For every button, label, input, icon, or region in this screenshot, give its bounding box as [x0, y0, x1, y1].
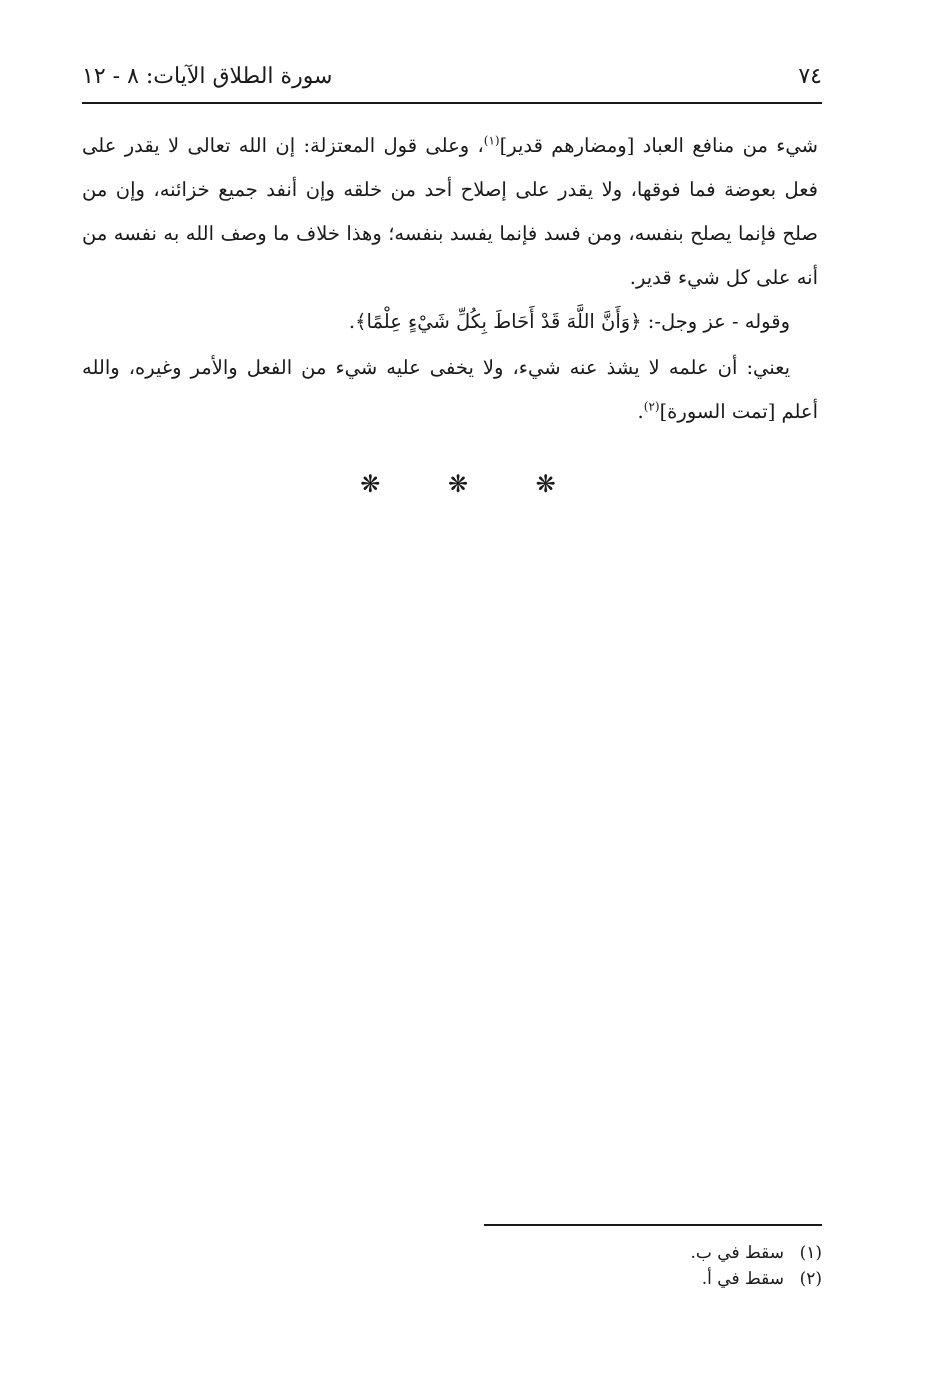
paragraph [82, 346, 818, 434]
footnote-rule [484, 1224, 822, 1226]
paragraph [82, 300, 818, 344]
footnote-ref: (١) [483, 133, 500, 148]
footnotes [484, 1240, 822, 1292]
quran-verse: ﴿وَأَنَّ اللَّهَ قَدْ أَحَاطَ بِكُلِّ شَيْءٍ عِلْمًا﴾ [355, 310, 642, 333]
page-header [82, 62, 822, 98]
paragraph [82, 124, 818, 300]
footnote-number: (١) [799, 1243, 822, 1263]
footnote [484, 1240, 822, 1266]
section-separator: ❋ ❋ ❋ [360, 470, 586, 498]
footnote-text: سقط في أ. [701, 1269, 784, 1289]
paragraph-text: وقوله - عز وجل-: [641, 310, 790, 333]
header-rule [82, 102, 822, 104]
paragraph-text: يعني: أن علمه لا يشذ عنه شيء، ولا يخفى عليه شيء من الفعل والأمر وغيره، والله أعلم [تمت السورة] [82, 356, 818, 423]
footnote-ref: (٢) [643, 399, 660, 414]
paragraph-text: شيء من منافع العباد [ومضارهم قدير] [499, 134, 818, 157]
footnote-number: (٢) [799, 1269, 822, 1289]
footnote-text: سقط في ب. [690, 1243, 784, 1263]
paragraph-text: . [348, 310, 356, 333]
paragraph-text: . [637, 400, 644, 423]
paragraph-text: ، وعلى قول المعتزلة: إن الله تعالى لا يقدر على فعل بعوضة فما فوقها، ولا يقدر على إصلاح أحد من خلقه وإن أنفد جميع خزائنه، وإن من صلح فإنما يصلح بنفسه، ومن فسد فإنما يفسد بنفسه؛ وهذا خلاف ما وصف الله به نفسه من أنه على كل شيء قدير. [82, 134, 818, 289]
footnote [484, 1266, 822, 1292]
running-title: سورة الطلاق الآيات: ٨ - ١٢ [82, 64, 333, 89]
page-number: ٧٤ [798, 64, 822, 89]
main-text [82, 124, 818, 434]
